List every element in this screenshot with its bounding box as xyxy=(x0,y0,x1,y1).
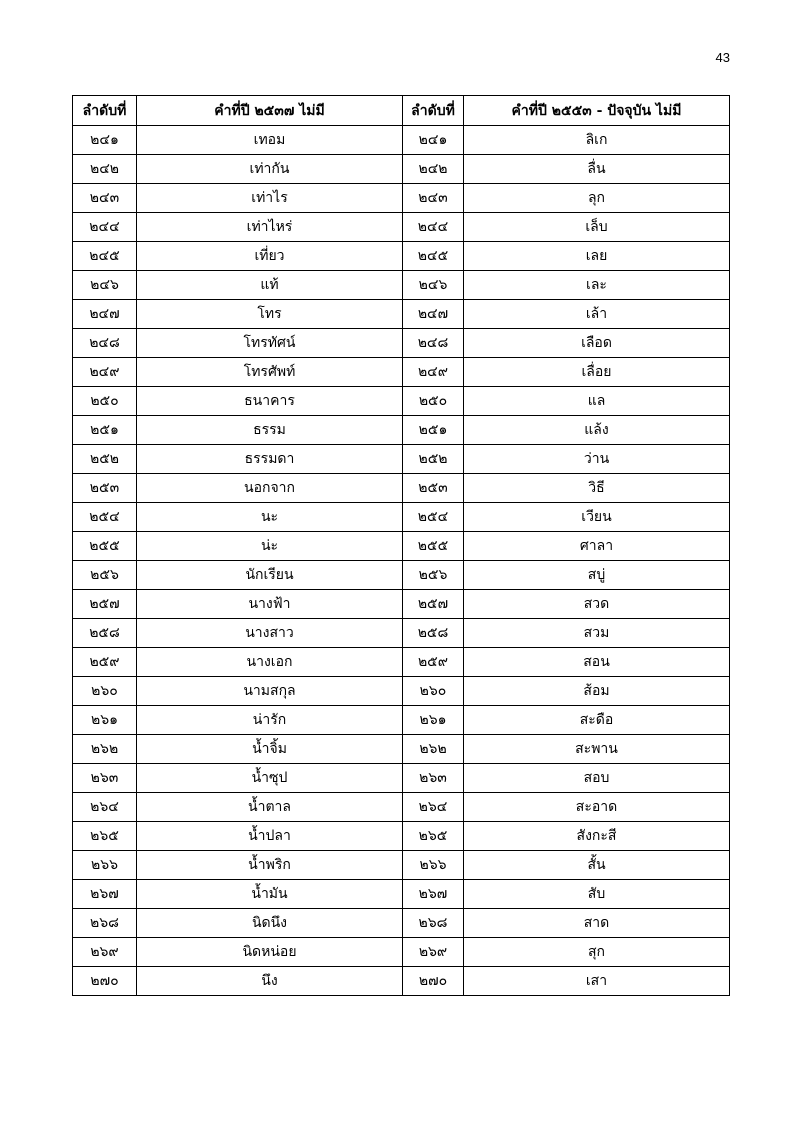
order-cell-1: ๒๔๕ xyxy=(73,242,137,271)
word-2553-cell: ศาลา xyxy=(464,532,730,561)
order-cell-1: ๒๕๔ xyxy=(73,503,137,532)
order-cell-2: ๒๔๙ xyxy=(403,358,464,387)
table-row xyxy=(73,851,730,880)
table-row xyxy=(73,271,730,300)
word-2553-cell: แล้ง xyxy=(464,416,730,445)
order-cell-2: ๒๔๒ xyxy=(403,155,464,184)
order-cell-1: ๒๔๘ xyxy=(73,329,137,358)
word-2553-cell: เล็บ xyxy=(464,213,730,242)
table-row xyxy=(73,764,730,793)
word-2537-cell: เท่าไร xyxy=(137,184,403,213)
order-cell-1: ๒๔๖ xyxy=(73,271,137,300)
order-cell-2: ๒๔๑ xyxy=(403,126,464,155)
word-2553-cell: เวียน xyxy=(464,503,730,532)
order-cell-1: ๒๖๕ xyxy=(73,822,137,851)
word-2537-cell: นางฟ้า xyxy=(137,590,403,619)
order-cell-2: ๒๕๕ xyxy=(403,532,464,561)
order-cell-1: ๒๕๖ xyxy=(73,561,137,590)
header-row xyxy=(73,96,730,126)
word-2537-cell: ธนาคาร xyxy=(137,387,403,416)
table-body xyxy=(73,126,730,996)
order-cell-1: ๒๕๓ xyxy=(73,474,137,503)
order-cell-1: ๒๔๓ xyxy=(73,184,137,213)
word-2553-cell: สอน xyxy=(464,648,730,677)
word-2553-cell: ลื่น xyxy=(464,155,730,184)
word-2537-cell: น้ำพริก xyxy=(137,851,403,880)
word-2553-cell: เล้า xyxy=(464,300,730,329)
header-order-1: ลำดับที่ xyxy=(73,96,137,126)
order-cell-1: ๒๕๙ xyxy=(73,648,137,677)
word-2537-cell: นางสาว xyxy=(137,619,403,648)
table-row xyxy=(73,793,730,822)
order-cell-2: ๒๕๑ xyxy=(403,416,464,445)
word-2553-cell: เลือด xyxy=(464,329,730,358)
word-2537-cell: นิดนึง xyxy=(137,909,403,938)
word-2553-cell: สับ xyxy=(464,880,730,909)
word-2553-cell: สังกะสี xyxy=(464,822,730,851)
order-cell-2: ๒๔๓ xyxy=(403,184,464,213)
word-2553-cell: สุก xyxy=(464,938,730,967)
order-cell-2: ๒๕๗ xyxy=(403,590,464,619)
order-cell-2: ๒๔๗ xyxy=(403,300,464,329)
order-cell-1: ๒๖๔ xyxy=(73,793,137,822)
word-2553-cell: สะดือ xyxy=(464,706,730,735)
word-2553-cell: ลุก xyxy=(464,184,730,213)
word-2537-cell: เที่ยว xyxy=(137,242,403,271)
order-cell-1: ๒๔๔ xyxy=(73,213,137,242)
word-2537-cell: น่ารัก xyxy=(137,706,403,735)
table-row xyxy=(73,967,730,996)
word-2553-cell: วิธี xyxy=(464,474,730,503)
table-row xyxy=(73,822,730,851)
order-cell-2: ๒๔๕ xyxy=(403,242,464,271)
word-2537-cell: โทรทัศน์ xyxy=(137,329,403,358)
word-2537-cell: น้ำซุป xyxy=(137,764,403,793)
order-cell-2: ๒๕๓ xyxy=(403,474,464,503)
word-2553-cell: สอบ xyxy=(464,764,730,793)
word-2537-cell: เท่าไหร่ xyxy=(137,213,403,242)
word-2537-cell: นอกจาก xyxy=(137,474,403,503)
order-cell-1: ๒๕๗ xyxy=(73,590,137,619)
table-row xyxy=(73,590,730,619)
word-2553-cell: เลย xyxy=(464,242,730,271)
word-2553-cell: สาด xyxy=(464,909,730,938)
table-row xyxy=(73,329,730,358)
word-2537-cell: นิดหน่อย xyxy=(137,938,403,967)
table-row xyxy=(73,677,730,706)
order-cell-1: ๒๗๐ xyxy=(73,967,137,996)
word-2553-cell: ส้อม xyxy=(464,677,730,706)
order-cell-1: ๒๔๗ xyxy=(73,300,137,329)
order-cell-2: ๒๖๐ xyxy=(403,677,464,706)
word-2553-cell: ลิเก xyxy=(464,126,730,155)
page-number: 43 xyxy=(715,50,730,65)
word-2537-cell: น้ำจิ้ม xyxy=(137,735,403,764)
table-row xyxy=(73,242,730,271)
word-2537-cell: โทร xyxy=(137,300,403,329)
word-2537-cell: น้ำปลา xyxy=(137,822,403,851)
order-cell-2: ๒๔๘ xyxy=(403,329,464,358)
table-row xyxy=(73,735,730,764)
word-2537-cell: ธรรม xyxy=(137,416,403,445)
order-cell-2: ๒๖๓ xyxy=(403,764,464,793)
word-2537-cell: เท่ากัน xyxy=(137,155,403,184)
word-2537-cell: ธรรมดา xyxy=(137,445,403,474)
order-cell-2: ๒๕๐ xyxy=(403,387,464,416)
order-cell-1: ๒๖๙ xyxy=(73,938,137,967)
word-2537-cell: นางเอก xyxy=(137,648,403,677)
order-cell-1: ๒๔๑ xyxy=(73,126,137,155)
order-cell-2: ๒๔๖ xyxy=(403,271,464,300)
order-cell-2: ๒๕๖ xyxy=(403,561,464,590)
order-cell-1: ๒๔๙ xyxy=(73,358,137,387)
order-cell-2: ๒๕๔ xyxy=(403,503,464,532)
word-2537-cell: นักเรียน xyxy=(137,561,403,590)
header-words-2537: คำที่ปี ๒๕๓๗ ไม่มี xyxy=(137,96,403,126)
order-cell-1: ๒๕๕ xyxy=(73,532,137,561)
table-row xyxy=(73,474,730,503)
word-2537-cell: น่ะ xyxy=(137,532,403,561)
order-cell-1: ๒๕๐ xyxy=(73,387,137,416)
word-2553-cell: สะพาน xyxy=(464,735,730,764)
word-2553-cell: เสา xyxy=(464,967,730,996)
word-2553-cell: สั้น xyxy=(464,851,730,880)
table-row xyxy=(73,126,730,155)
order-cell-1: ๒๖๖ xyxy=(73,851,137,880)
word-2537-cell: นามสกุล xyxy=(137,677,403,706)
word-2537-cell: เทอม xyxy=(137,126,403,155)
word-2537-cell: น้ำมัน xyxy=(137,880,403,909)
table-row xyxy=(73,938,730,967)
table-row xyxy=(73,503,730,532)
table-row xyxy=(73,416,730,445)
word-2553-cell: แล xyxy=(464,387,730,416)
table-row xyxy=(73,648,730,677)
table-row xyxy=(73,445,730,474)
order-cell-2: ๒๕๙ xyxy=(403,648,464,677)
order-cell-1: ๒๖๐ xyxy=(73,677,137,706)
order-cell-2: ๒๖๔ xyxy=(403,793,464,822)
table-header xyxy=(73,96,730,126)
order-cell-1: ๒๖๒ xyxy=(73,735,137,764)
word-2537-cell: นึง xyxy=(137,967,403,996)
order-cell-1: ๒๖๘ xyxy=(73,909,137,938)
order-cell-2: ๒๗๐ xyxy=(403,967,464,996)
table-row xyxy=(73,619,730,648)
word-2553-cell: สวม xyxy=(464,619,730,648)
order-cell-1: ๒๕๘ xyxy=(73,619,137,648)
order-cell-2: ๒๖๗ xyxy=(403,880,464,909)
table-row xyxy=(73,184,730,213)
word-2537-cell: นะ xyxy=(137,503,403,532)
order-cell-2: ๒๖๘ xyxy=(403,909,464,938)
header-order-2: ลำดับที่ xyxy=(403,96,464,126)
order-cell-1: ๒๖๑ xyxy=(73,706,137,735)
table-row xyxy=(73,706,730,735)
table-row xyxy=(73,387,730,416)
order-cell-2: ๒๖๖ xyxy=(403,851,464,880)
order-cell-2: ๒๖๑ xyxy=(403,706,464,735)
word-2537-cell: โทรศัพท์ xyxy=(137,358,403,387)
table-row xyxy=(73,561,730,590)
word-2537-cell: แท้ xyxy=(137,271,403,300)
header-words-2553: คำที่ปี ๒๕๕๓ - ปัจจุบัน ไม่มี xyxy=(464,96,730,126)
word-comparison-table xyxy=(72,95,730,996)
word-2553-cell: สวด xyxy=(464,590,730,619)
word-2537-cell: น้ำตาล xyxy=(137,793,403,822)
table-row xyxy=(73,155,730,184)
order-cell-1: ๒๔๒ xyxy=(73,155,137,184)
order-cell-2: ๒๖๙ xyxy=(403,938,464,967)
order-cell-1: ๒๕๑ xyxy=(73,416,137,445)
word-2553-cell: เละ xyxy=(464,271,730,300)
table-row xyxy=(73,213,730,242)
order-cell-1: ๒๕๒ xyxy=(73,445,137,474)
table-row xyxy=(73,880,730,909)
table-row xyxy=(73,300,730,329)
order-cell-2: ๒๔๔ xyxy=(403,213,464,242)
order-cell-2: ๒๕๘ xyxy=(403,619,464,648)
word-2553-cell: เลื่อย xyxy=(464,358,730,387)
table-row xyxy=(73,358,730,387)
order-cell-1: ๒๖๓ xyxy=(73,764,137,793)
word-2553-cell: สบู่ xyxy=(464,561,730,590)
order-cell-1: ๒๖๗ xyxy=(73,880,137,909)
order-cell-2: ๒๖๒ xyxy=(403,735,464,764)
word-2553-cell: สะอาด xyxy=(464,793,730,822)
table-row xyxy=(73,909,730,938)
order-cell-2: ๒๖๕ xyxy=(403,822,464,851)
table-row xyxy=(73,532,730,561)
word-2553-cell: ว่าน xyxy=(464,445,730,474)
order-cell-2: ๒๕๒ xyxy=(403,445,464,474)
